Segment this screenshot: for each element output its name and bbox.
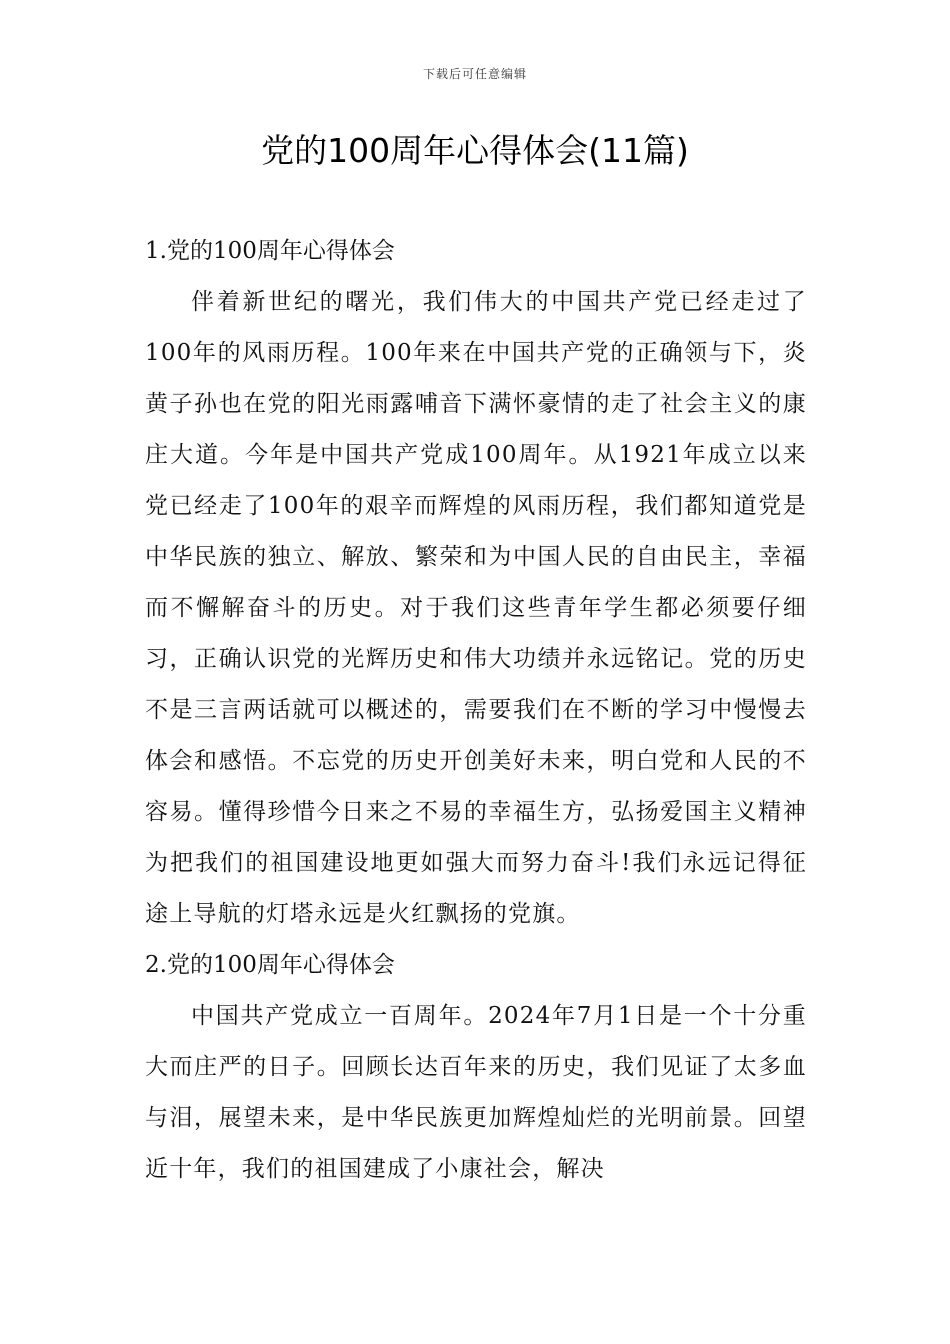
header-note: 下载后可任意编辑	[422, 67, 527, 81]
section-paragraph: 伴着新世纪的曙光，我们伟大的中国共产党已经走过了100年的风雨历程。100年来在中国共产党的正确领与下，炎黄子孙也在党的阳光雨露哺音下满怀豪情的走了社会主义的康庄大道。今年是中国共产党成100周年。从1921年成立以来党已经走了100年的艰辛而辉煌的风雨历程，我们都知道党是中华民族的独立、解放、繁荣和为中国人民的自由民主，幸福而不懈解奋斗的历史。对于我们这些青年学生都必须要仔细习，正确认识党的光辉历史和伟大功绩并永远铭记。党的历史不是三言两话就可以概述的，需要我们在不断的学习中慢慢去体会和感悟。不忘党的历史开创美好未来，明白党和人民的不容易。懂得珍惜今日来之不易的幸福生方，弘扬爱国主义精神为把我们的祖国建设地更如强大而努力奋斗!我们永远记得征途上导航的灯塔永远是火红飘扬的党旗。	[145, 289, 807, 927]
section-2	[145, 940, 807, 1195]
document-title: 党的100周年心得体会(11篇)	[261, 131, 689, 170]
section-heading: 2.党的100周年心得体会	[145, 952, 395, 978]
document-body	[145, 226, 807, 1195]
section-paragraph: 中国共产党成立一百周年。2024年7月1日是一个十分重大而庄严的日子。回顾长达百年来的历史，我们见证了太多血与泪，展望未来，是中华民族更加辉煌灿烂的光明前景。回望近十年，我们的祖国建成了小康社会，解决	[145, 1003, 807, 1182]
section-heading: 1.党的100周年心得体会	[145, 238, 395, 264]
section-1	[145, 226, 807, 940]
